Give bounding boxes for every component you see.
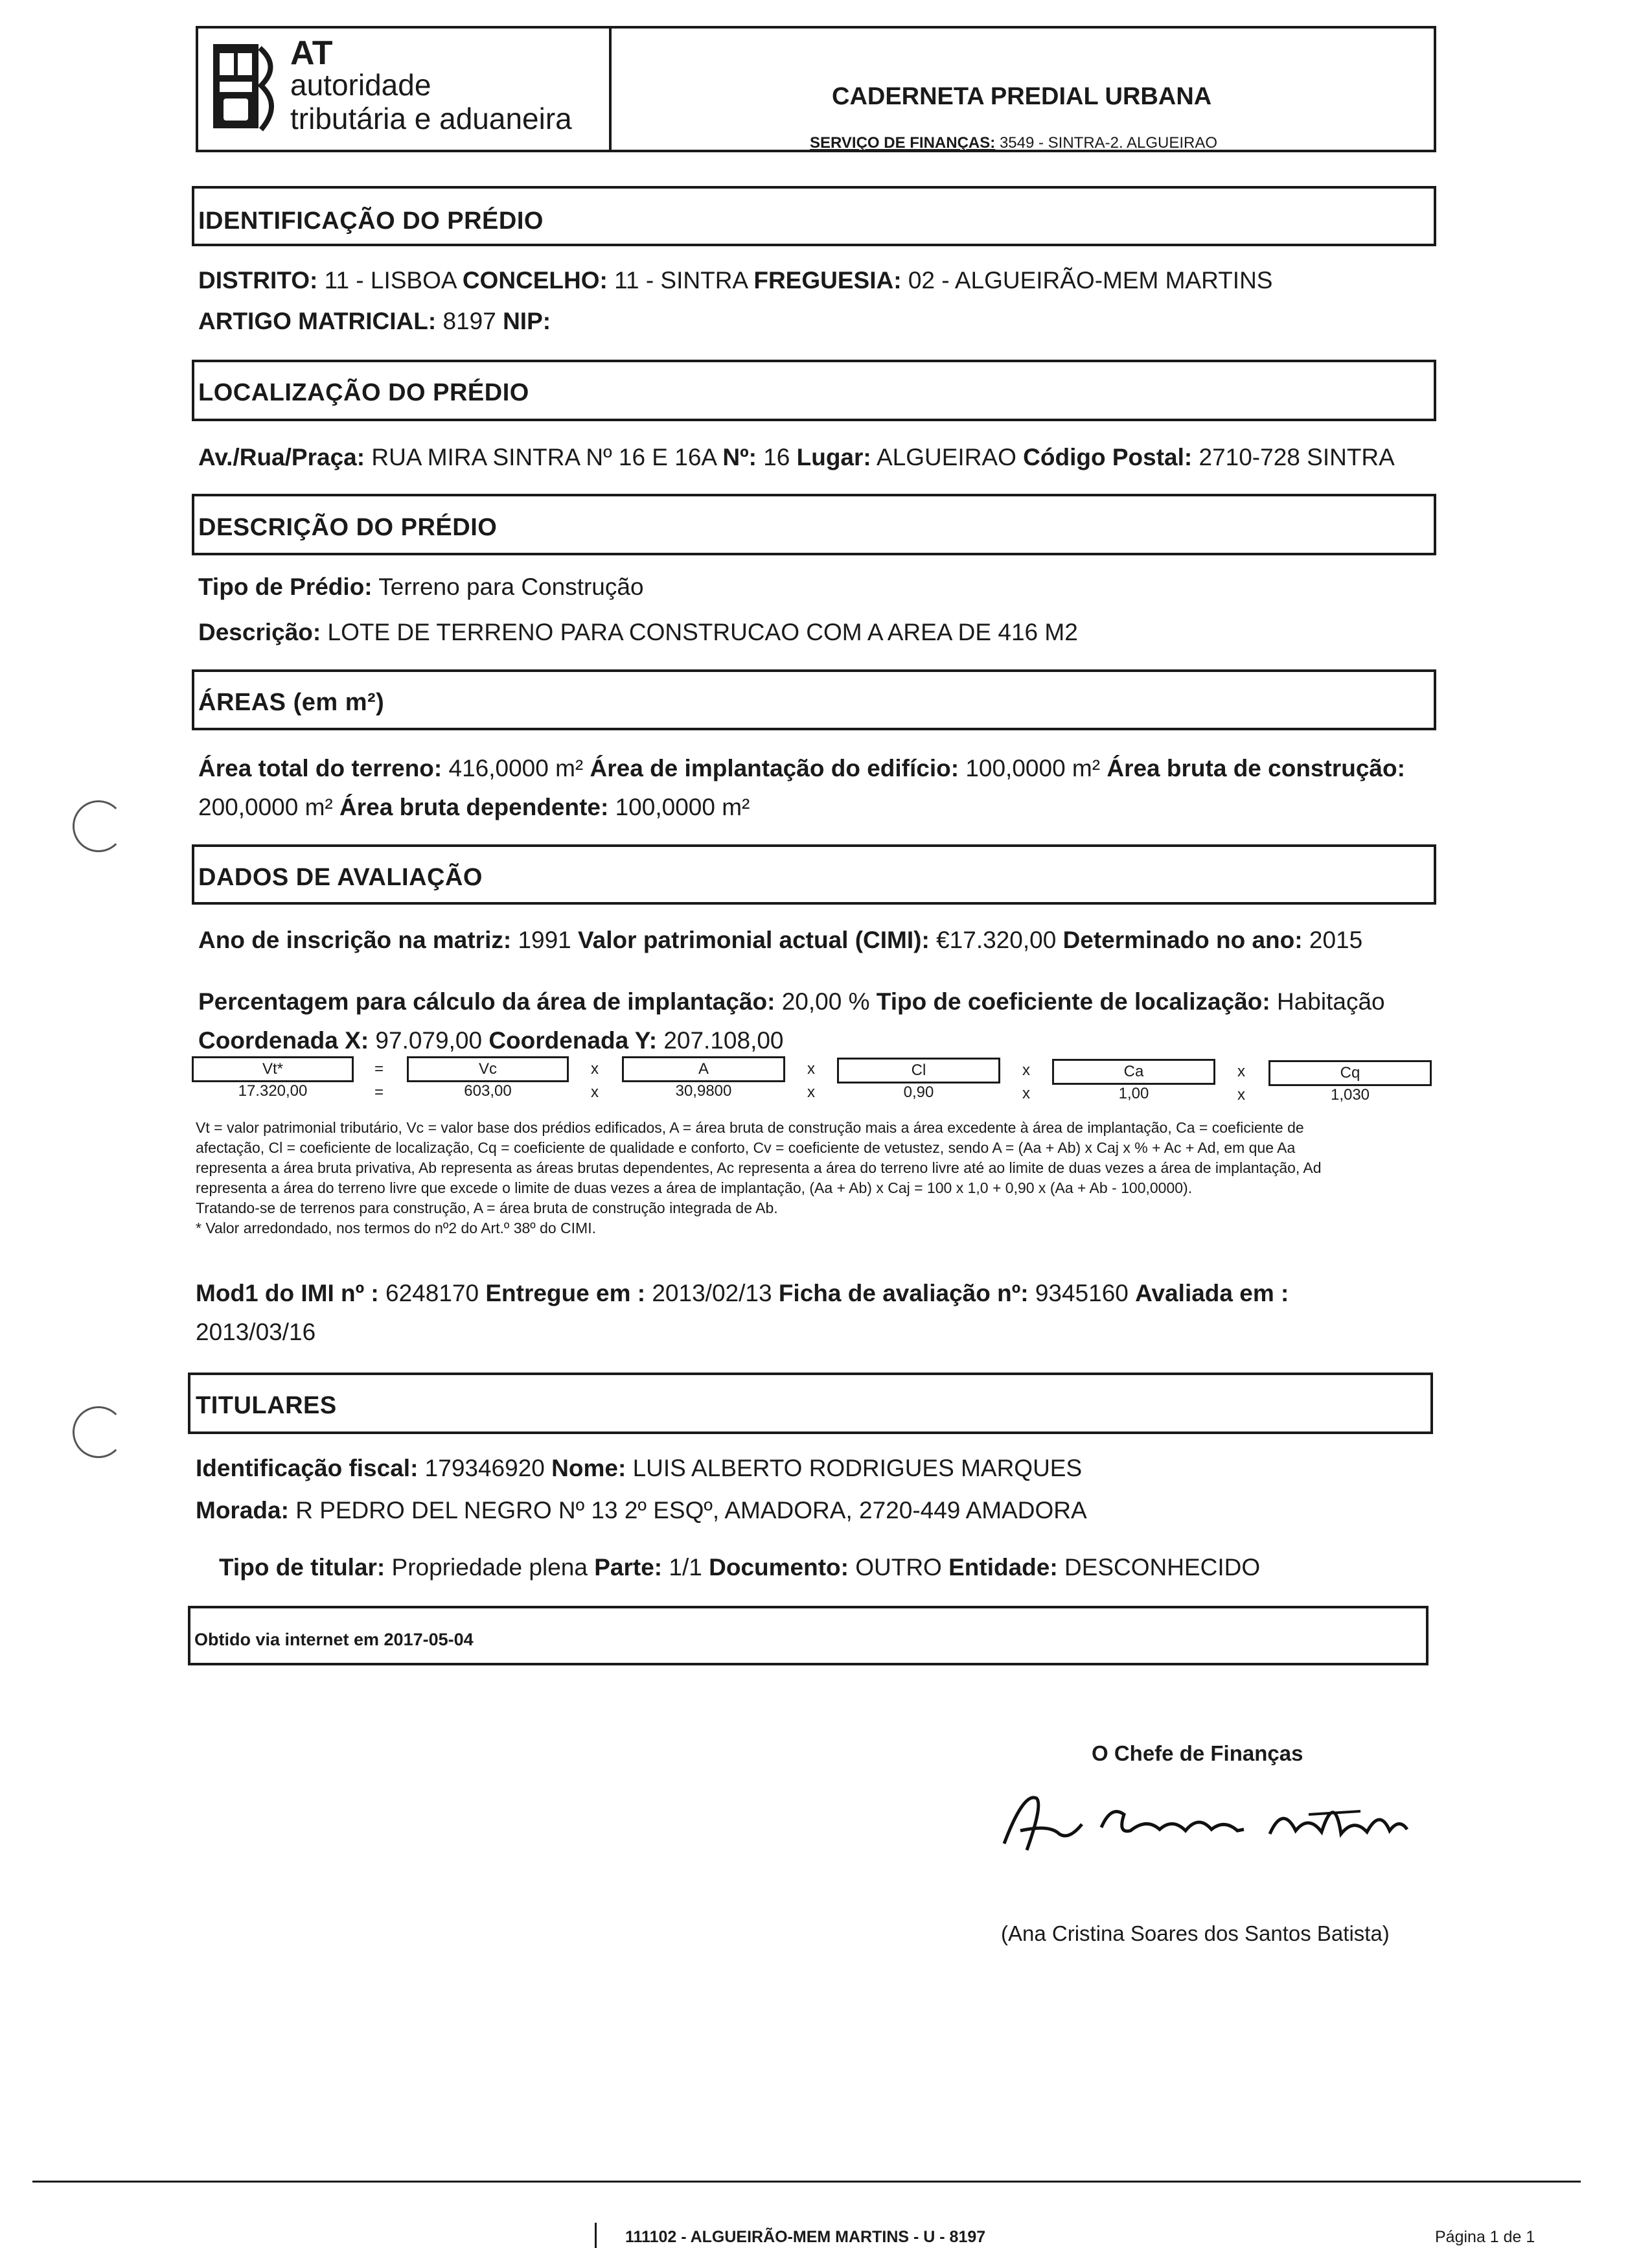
logo-tributaria: tributária e aduaneira [290, 102, 572, 135]
logo-autoridade: autoridade [290, 68, 431, 102]
servico-financas [810, 134, 1217, 152]
formula-x4-bottom: x [1237, 1086, 1245, 1104]
titular-nif-line: Identificação fiscal: 179346920 Nome: LUIS ALBERTO RODRIGUES MARQUES [196, 1455, 1083, 1481]
coordenadas-line: Coordenada X: 97.079,00 Coordenada Y: 207.108,00 [198, 1027, 784, 1054]
signature-role: O Chefe de Finanças [1092, 1741, 1303, 1765]
formula-vt-value: 17.320,00 [238, 1082, 308, 1100]
formula-notes [196, 1118, 1550, 1238]
avaliacao-line-2: Percentagem para cálculo da área de implantação: 20,00 % Tipo de coeficiente de localização: Habitação [198, 988, 1385, 1015]
note-line: Tratando-se de terrenos para construção, A = área bruta de construção integrada de Ab. [196, 1199, 778, 1216]
signature-icon [998, 1779, 1412, 1857]
section-areas-title: ÁREAS (em m²) [198, 689, 385, 716]
formula-vc-value: 603,00 [464, 1082, 512, 1100]
note-line: * Valor arredondado, nos termos do nº2 do Art.º 38º do CIMI. [196, 1220, 597, 1236]
formula-ca-value: 1,00 [1118, 1085, 1149, 1102]
section-localizacao-title: LOCALIZAÇÃO DO PRÉDIO [198, 379, 529, 406]
servico-value: 3549 - SINTRA-2. ALGUEIRAO [999, 134, 1218, 152]
formula-cl-box: Cl [837, 1058, 1000, 1083]
formula-cl-value: 0,90 [903, 1083, 934, 1101]
formula-a-box: A [622, 1056, 785, 1082]
note-line: representa a área bruta privativa, Ab representa as áreas brutas dependentes, Ac representa a área do terreno livre até ao limite de duas vezes a área de implantação, Ad [196, 1159, 1322, 1176]
descricao-line: Descrição: LOTE DE TERRENO PARA CONSTRUCAO COM A AREA DE 416 M2 [198, 619, 1078, 645]
artigo-line: ARTIGO MATRICIAL: 8197 NIP: [198, 308, 551, 334]
localizacao-line: Av./Rua/Praça: RUA MIRA SINTRA Nº 16 E 16A Nº: 16 Lugar: ALGUEIRAO Código Postal: 2710-728 SINTRA [198, 444, 1395, 470]
formula-x2-top: x [807, 1060, 815, 1078]
titular-morada-line: Morada: R PEDRO DEL NEGRO Nº 13 2º ESQº, AMADORA, 2720-449 AMADORA [196, 1497, 1087, 1524]
formula-x3-bottom: x [1022, 1085, 1030, 1102]
coat-of-arms-icon [209, 40, 287, 137]
at-logo [206, 34, 608, 144]
areas-line-1: Área total do terreno: 416,0000 m² Área de implantação do edifício: 100,0000 m² Área bruta de construção: [198, 755, 1405, 782]
note-line: Vt = valor patrimonial tributário, Vc = valor base dos prédios edificados, A = área bruta de construção mais a área excedente à área de implantação, Ca = coeficiente de [196, 1119, 1304, 1136]
avaliacao-line-1: Ano de inscrição na matriz: 1991 Valor patrimonial actual (CIMI): €17.320,00 Determinado no ano: 2015 [198, 927, 1363, 953]
header-divider [609, 26, 612, 152]
areas-line-2: 200,0000 m² Área bruta dependente: 100,0000 m² [198, 794, 750, 820]
formula-eq-top: = [374, 1060, 384, 1078]
note-line: afectação, Cl = coeficiente de localização, Cq = coeficiente de qualidade e conforto, Cv = coeficiente de vetustez, sendo A = (Aa + Ab) x Caj x % + Ac + Ad, em que Aa [196, 1139, 1296, 1156]
formula-vc-box: Vc [407, 1056, 569, 1082]
servico-label: SERVIÇO DE FINANÇAS: [810, 134, 996, 152]
handwritten-signature [998, 1779, 1412, 1857]
punch-hole-top [73, 800, 124, 852]
page-title: CADERNETA PREDIAL URBANA [832, 83, 1212, 110]
formula-cq-box: Cq [1268, 1060, 1432, 1086]
footer-ref: 111102 - ALGUEIRÃO-MEM MARTINS - U - 8197 [625, 2228, 986, 2246]
punch-hole-bottom [73, 1406, 124, 1458]
section-avaliacao-title: DADOS DE AVALIAÇÃO [198, 864, 483, 891]
logo-at: AT [290, 34, 333, 72]
avaliada-value-line: 2013/03/16 [196, 1319, 316, 1345]
formula-x4-top: x [1237, 1063, 1245, 1080]
formula-x1-top: x [591, 1060, 599, 1078]
footer-rule [32, 2181, 1581, 2183]
footer-page: Página 1 de 1 [1435, 2228, 1535, 2246]
formula-x1-bottom: x [591, 1083, 599, 1101]
formula-x2-bottom: x [807, 1083, 815, 1101]
titular-tipo-line: Tipo de titular: Propriedade plena Parte: 1/1 Documento: OUTRO Entidade: DESCONHECIDO [219, 1554, 1261, 1581]
formula-x3-top: x [1022, 1061, 1030, 1079]
formula-eq-bottom: = [374, 1083, 384, 1101]
formula-vt-box: Vt* [192, 1056, 354, 1082]
mod1-line: Mod1 do IMI nº : 6248170 Entregue em : 2013/02/13 Ficha de avaliação nº: 9345160 Avaliada em : [196, 1280, 1289, 1306]
note-line: representa a área do terreno livre que excede o limite de duas vezes a área de implantação, (Aa + Ab) x Caj = 100 x 1,0 + 0,90 x (Aa + Ab - 100,0000). [196, 1179, 1193, 1196]
tipo-predio-line: Tipo de Prédio: Terreno para Construção [198, 574, 644, 600]
section-descricao-title: DESCRIÇÃO DO PRÉDIO [198, 514, 498, 541]
section-identificacao-title: IDENTIFICAÇÃO DO PRÉDIO [198, 207, 544, 235]
obtido-text: Obtido via internet em 2017-05-04 [194, 1630, 474, 1649]
formula-cq-value: 1,030 [1330, 1086, 1370, 1104]
formula-a-value: 30,9800 [675, 1082, 732, 1100]
distrito-line: DISTRITO: 11 - LISBOA CONCELHO: 11 - SINTRA FREGUESIA: 02 - ALGUEIRÃO-MEM MARTINS [198, 267, 1273, 294]
footer-tick [595, 2223, 597, 2248]
section-titulares-title: TITULARES [196, 1392, 337, 1419]
section-titulares-box [188, 1373, 1433, 1434]
formula-ca-box: Ca [1052, 1059, 1215, 1085]
signature-name: (Ana Cristina Soares dos Santos Batista) [1001, 1921, 1390, 1945]
